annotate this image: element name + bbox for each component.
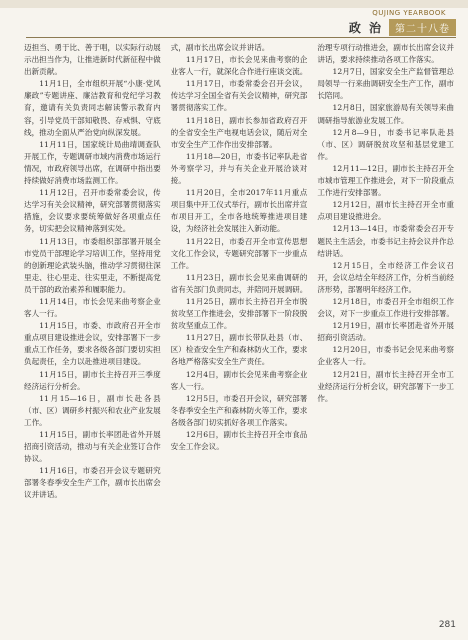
paragraph: 12月11—12日，副市长主持召开全市城市管理工作推进会，对下一阶段重点工作进行安排部署。 (317, 163, 455, 198)
column-1 (24, 42, 161, 613)
header-band (0, 0, 468, 8)
paragraph: 11月11日，国家统计局曲靖调查队开展工作，专题调研市域内消费市场运行情况，市政府领导出席，在调研中指出要持续做好消费市场监测工作。 (24, 139, 161, 186)
paragraph: 12月13—14日，市委常委会召开专题民主生活会，市委书记主持会议并作总结讲话。 (317, 224, 455, 258)
paragraph: 12月4日，副市长会见来曲考察企业客人一行。 (170, 369, 308, 391)
paragraph: 12月18日，市委召开全市组织工作会议，对下一步重点工作进行安排部署。 (317, 296, 455, 319)
column-3 (317, 42, 454, 613)
paragraph: 11月17日，市委常委会召开会议，传达学习全国全省有关会议精神，研究部署贯彻落实工作。 (170, 79, 308, 113)
paragraph: 12月6日，副市长主持召开全市食品安全工作会议。 (170, 430, 308, 452)
paragraph: 11月15日，副市长率团赴省外开展招商引资活动，推动与有关企业签订合作协议。 (24, 430, 161, 464)
section-heading (349, 19, 456, 35)
paragraph: 迈担当、勇于比、善于唱，以实际行动展示出担当作为，让推进新时代新征程中做出新贡献。 (24, 43, 161, 77)
paragraph: 12月20日，市委书记会见来曲考察企业客人一行。 (317, 345, 455, 367)
paragraph: 11月17日，市长会见来曲考察的企业客人一行，就深化合作进行座谈交流。 (170, 55, 308, 77)
paragraph: 12月7日，国家安全生产监督管理总局领导一行来曲调研安全生产工作，副市长陪同。 (317, 67, 455, 101)
paragraph: 12月8—9日，市委书记率队赴县（市、区）调研脱贫攻坚和基层党建工作。 (317, 127, 455, 161)
issue-label: 第二十八卷 (389, 19, 456, 36)
paragraph: 11月15—16日，副市长赴各县（市、区）调研乡村振兴和农业产业发展工作。 (24, 393, 161, 427)
paragraph: 11月15日，市委、市政府召开全市重点项目建设推进会议，安排部署下一步重点工作任务，要求各级各部门要切实担负起责任，全力以赴推进项目建设。 (24, 321, 161, 367)
paragraph: 12月19日，副市长率团赴省外开展招商引资活动。 (317, 321, 455, 343)
paragraph: 式，副市长出席会议并讲话。 (170, 43, 270, 52)
paragraph: 11月25日，副市长主持召开全市脱贫攻坚工作推进会，安排部署下一阶段脱贫攻坚重点工作。 (170, 296, 308, 331)
paragraph: 11月18—20日，市委书记率队赴省外考察学习，并与有关企业开展洽谈对接。 (170, 151, 308, 186)
paragraph: 12月12日，副市长主持召开全市重点项目建设推进会。 (317, 200, 455, 222)
paragraph: 11月20日，全市2017年11月重点项目集中开工仪式举行，副市长出席并宣布项目开工，全市各地统筹推进项目建设，为经济社会发展注入新动能。 (170, 188, 308, 234)
paragraph: 11月12日，召开市委常委会议，传达学习有关会议精神，研究部署贯彻落实措施，会议要求要统筹做好各项重点任务，切实把会议精神落到实处。 (24, 188, 161, 234)
paragraph: 11月27日，副市长带队赴县（市、区）检查安全生产和森林防火工作，要求各地严格落实安全生产责任。 (170, 333, 308, 367)
paragraph: 11月23日，副市长会见来曲调研的省有关部门负责同志，并陪同开展调研。 (170, 272, 308, 294)
paragraph: 11月18日，副市长参加省政府召开的全省安全生产电视电话会议，随后对全市安全生产工作作出安排部署。 (170, 115, 308, 149)
paragraph: 11月13日，市委组织部部署开展全市党员干部理论学习培训工作，坚持用党的创新理论武装头脑，推动学习贯彻往深里走、往心里走、往实里走，不断提高党员干部的政治素养和履职能力。 (24, 236, 161, 294)
column-2 (171, 42, 308, 613)
paragraph: 治理专项行动推进会，副市长出席会议并讲话，要求持续推动各项工作落实。 (317, 43, 455, 65)
paragraph: 11月1日，全市组织开展“小康·党风廉政”专题讲座、廉洁教育和党纪学习教育，邀请有关负责同志解读警示教育内容，引导党员干部知敬畏、存戒惧、守底线，推动全面从严治党向纵深发展。 (24, 79, 161, 137)
paragraph: 12月15日，全市经济工作会议召开，会议总结全年经济工作，分析当前经济形势，部署明年经济工作。 (317, 260, 455, 294)
paragraph: 11月16日，市委召开会议专题研究部署冬春季安全生产工作，副市长出席会议并讲话。 (24, 466, 161, 500)
page-number: 281 (438, 620, 456, 630)
section-title: 政 治 (348, 20, 383, 35)
paragraph: 11月22日，市委召开全市宣传思想文化工作会议，专题研究部署下一步重点工作。 (170, 236, 308, 270)
header-rule (26, 37, 456, 38)
paragraph: 12月8日，国家旅游局有关领导来曲调研指导旅游业发展工作。 (317, 103, 455, 125)
page-header (0, 0, 468, 36)
paragraph: 12月21日，副市长主持召开全市工业经济运行分析会议，研究部署下一步工作。 (317, 369, 455, 403)
yearbook-brand: QUJING YEARBOOK (372, 9, 446, 17)
body-columns (24, 42, 454, 613)
paragraph: 11月14日，市长会见来曲考察企业客人一行。 (24, 296, 161, 319)
paragraph: 11月15日，副市长主持召开三季度经济运行分析会。 (24, 369, 161, 391)
paragraph: 12月5日，市委召开会议，研究部署冬春季安全生产和森林防火等工作，要求各级各部门切实抓好各项工作落实。 (170, 393, 308, 427)
